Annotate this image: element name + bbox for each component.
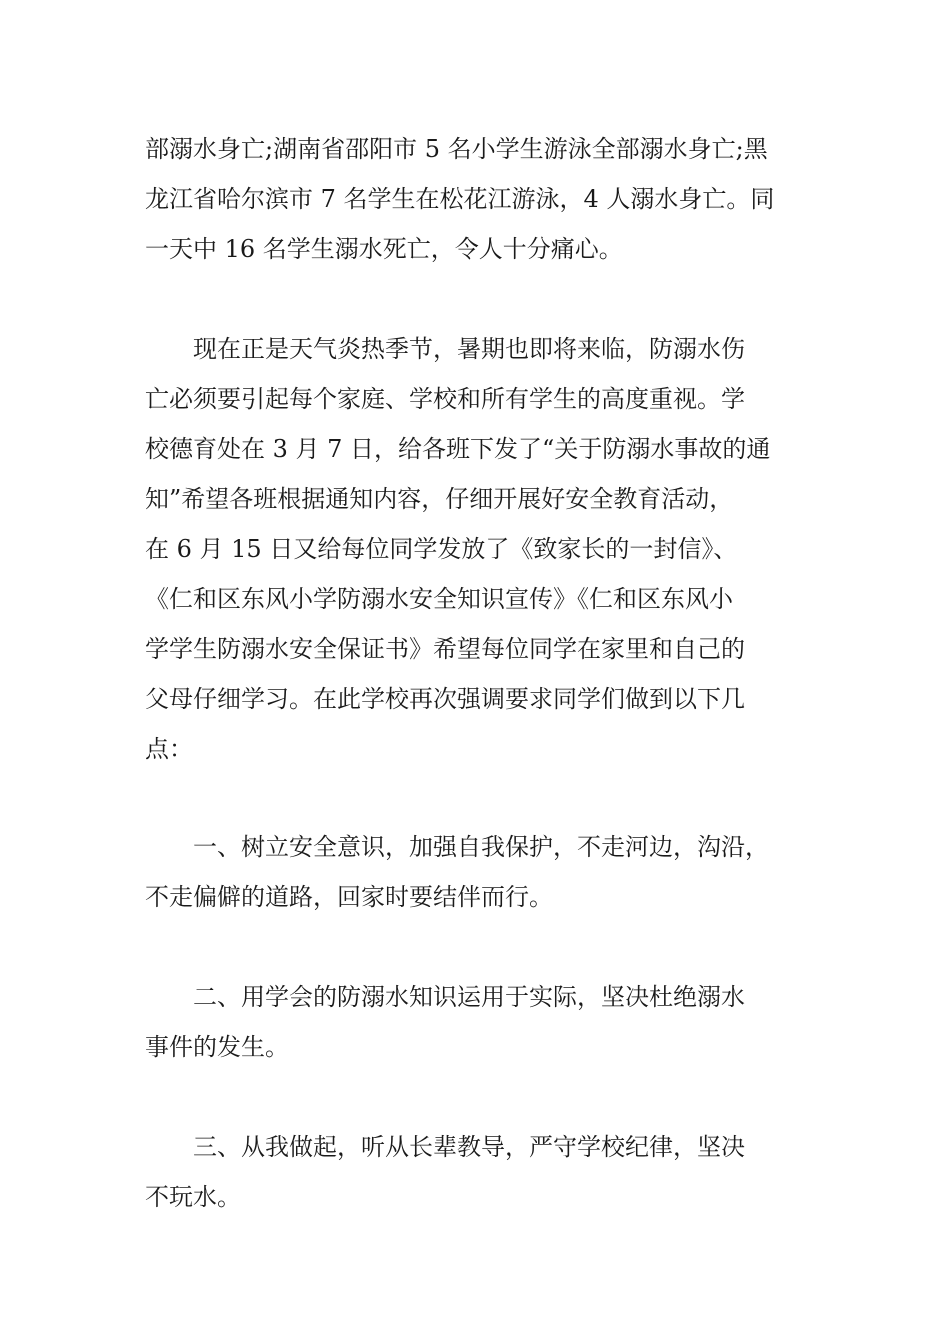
- text-line: 二、用学会的防溺水知识运用于实际，坚决杜绝溺水: [145, 983, 745, 1011]
- text-line: 《仁和区东风小学防溺水安全知识宣传》《仁和区东风小: [145, 585, 733, 613]
- text-line: 知”希望各班根据通知内容，仔细开展好安全教育活动，: [145, 485, 734, 513]
- text-line: 一、树立安全意识，加强自我保护，不走河边，沟沿，: [145, 833, 769, 861]
- paragraph-point-three: [145, 1122, 815, 1222]
- text-line: 校德育处在 3 月 7 日，给各班下发了“关于防溺水事故的通: [145, 435, 771, 463]
- text-line: 点：: [145, 735, 193, 763]
- paragraph-point-two: [145, 972, 815, 1072]
- text-line: 事件的发生。: [145, 1033, 289, 1061]
- text-line: 父母仔细学习。在此学校再次强调要求同学们做到以下几: [145, 685, 745, 713]
- text-line: 亡必须要引起每个家庭、学校和所有学生的高度重视。学: [145, 385, 745, 413]
- text-line: 不走偏僻的道路，回家时要结伴而行。: [145, 883, 553, 911]
- text-line: 学学生防溺水安全保证书》希望每位同学在家里和自己的: [145, 635, 745, 663]
- paragraph-school-notice: [145, 324, 815, 774]
- text-line: 在 6 月 15 日又给每位同学发放了《致家长的一封信》、: [145, 535, 738, 563]
- text-line: 三、从我做起，听从长辈教导，严守学校纪律，坚决: [145, 1133, 745, 1161]
- paragraph-drowning-incidents: [145, 124, 815, 274]
- text-line: 不玩水。: [145, 1183, 241, 1211]
- paragraph-point-one: [145, 822, 815, 922]
- text-line: 龙江省哈尔滨市 7 名学生在松花江游泳，4 人溺水身亡。同: [145, 185, 775, 213]
- text-line: 一天中 16 名学生溺水死亡，令人十分痛心。: [145, 235, 623, 263]
- text-line: 现在正是天气炎热季节，暑期也即将来临，防溺水伤: [145, 335, 745, 363]
- text-line: 部溺水身亡;湖南省邵阳市 5 名小学生游泳全部溺水身亡;黑: [145, 135, 768, 163]
